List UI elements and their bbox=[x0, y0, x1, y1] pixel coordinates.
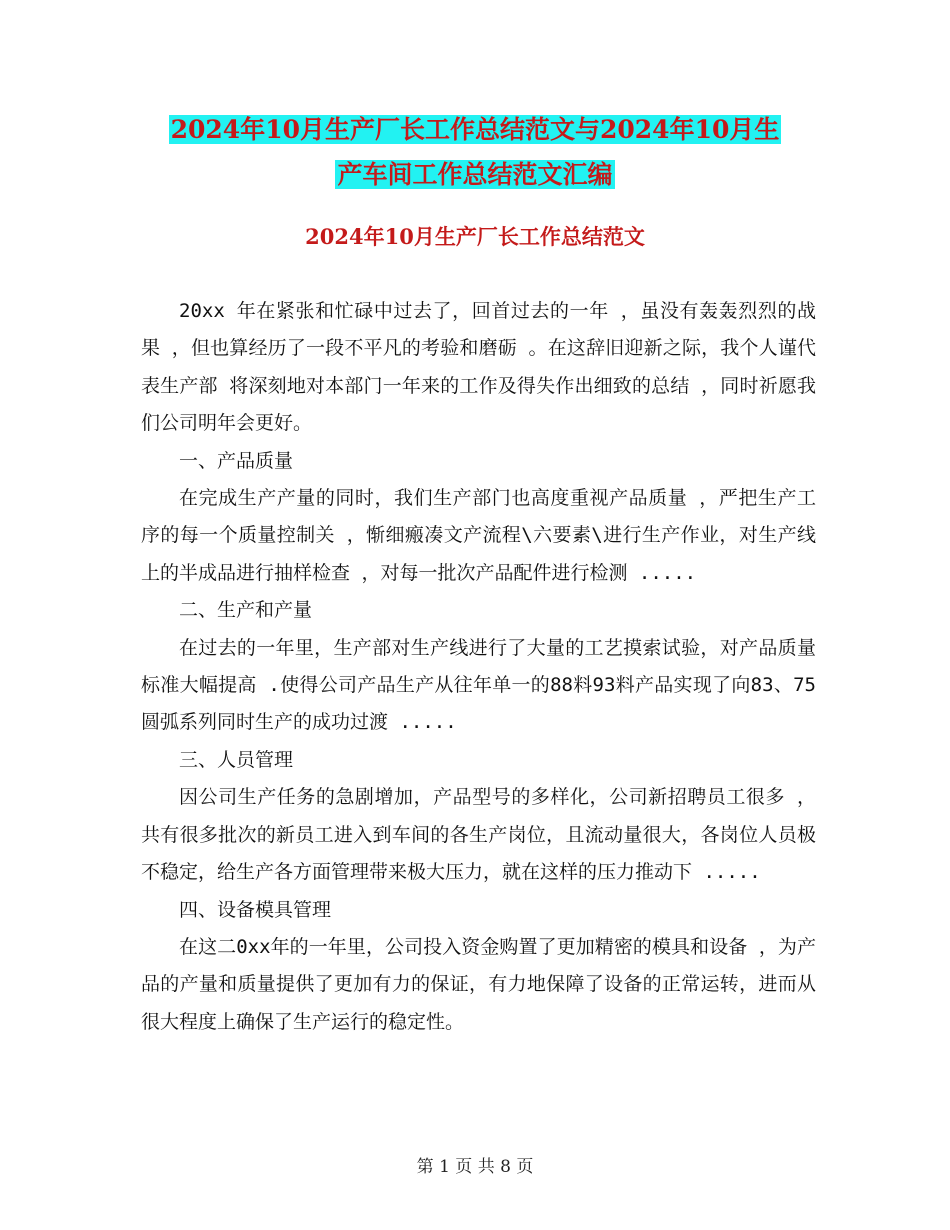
title-highlight-2: 产车间工作总结范文汇编 bbox=[337, 160, 613, 189]
paragraph-product-quality: 在完成生产产量的同时，我们生产部门也高度重视产品质量 ，严把生产工序的每一个质量控制关 ，惭细瘢凑文产流程\六要素\进行生产作业，对生产线上的半成品进行抽样检查 ，对每一批次产品配件进行检测 ..... bbox=[141, 487, 816, 584]
heading-equipment: 四、设备模具管理 bbox=[179, 898, 332, 921]
paragraph-equipment: 在这二0xx年的一年里，公司投入资金购置了更加精密的模具和设备 ，为产品的产量和质量提供了更加有力的保证，有力地保障了设备的正常运转，进而从很大程度上确保了生产运行的稳定性。 bbox=[141, 935, 816, 1033]
document-body bbox=[141, 293, 816, 1041]
heading-personnel: 三、人员管理 bbox=[179, 748, 294, 771]
document-title-line-2 bbox=[0, 158, 950, 192]
heading-product-quality: 一、产品质量 bbox=[179, 449, 294, 472]
title-highlight-1: 2024年10月生产厂长工作总结范文与2024年10月生 bbox=[170, 115, 780, 144]
heading-production-output: 二、生产和产量 bbox=[179, 599, 313, 622]
page-footer: 第 1 页 共 8 页 bbox=[416, 1157, 534, 1177]
paragraph-production-output: 在过去的一年里，生产部对生产线进行了大量的工艺摸索试验，对产品质量标准大幅提高 .使得公司产品生产从往年单一的88料93料产品实现了向83、75圆弧系列同时生产的成功过渡 ..... bbox=[141, 636, 816, 734]
document-title-line-1 bbox=[0, 113, 950, 147]
paragraph-personnel: 因公司生产任务的急剧增加，产品型号的多样化，公司新招聘员工很多 ，共有很多批次的新员工进入到车间的各生产岗位，且流动量很大，各岗位人员极不稳定，给生产各方面管理带来极大压力，就在这样的压力推动下 ..... bbox=[141, 786, 816, 884]
section-title: 2024年10月生产厂长工作总结范文 bbox=[305, 224, 645, 249]
intro-paragraph: 20xx 年在紧张和忙碌中过去了，回首过去的一年 ，虽没有轰轰烈烈的战果 ，但也算经历了一段不平凡的考验和磨砺 。在这辞旧迎新之际，我个人谨代表生产部 将深刻地对本部门一年来的工作及得失作出细致的总结 ，同时祈愿我们公司明年会更好。 bbox=[141, 300, 816, 435]
